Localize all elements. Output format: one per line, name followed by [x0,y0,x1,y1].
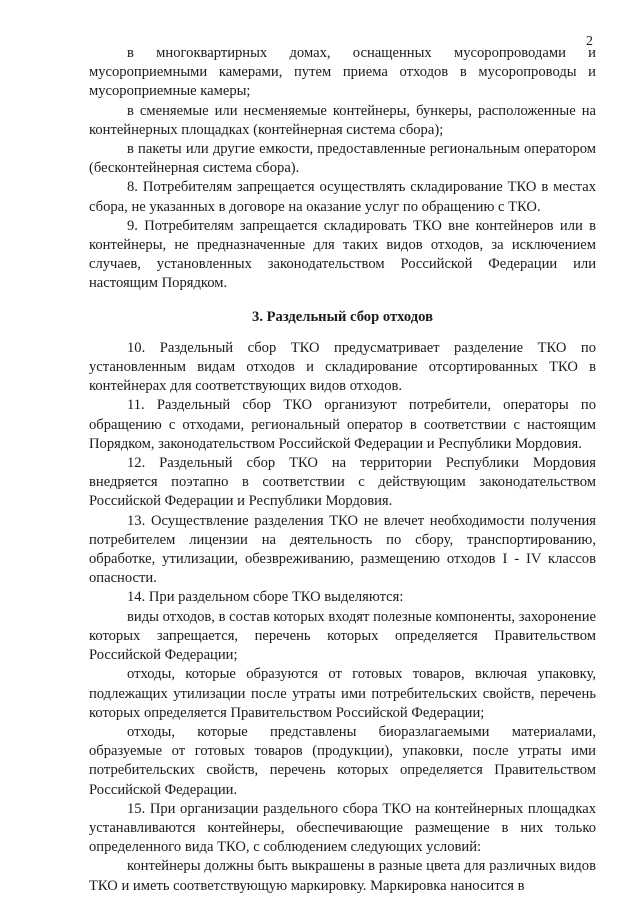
paragraph: в пакеты или другие емкости, предоставленные региональным оператором (бесконтейнерная система сбора). [89,141,596,177]
paragraph: виды отходов, в состав которых входят полезные компоненты, захоронение которых запрещается, перечень которых определяется Правительством Российской Федерации; [89,608,596,664]
paragraph: 11. Раздельный сбор ТКО организуют потребители, операторы по обращению с отходами, региональный оператор в соответствии с настоящим Порядком, законодательством Российской Федерации и Республики Мордовия. [89,397,596,452]
page-number: 2 [586,34,593,49]
paragraph: 9. Потребителям запрещается складировать ТКО вне контейнеров или в контейнеры, не предназначенные для таких видов отходов, за исключением случаев, установленных законодательством Российской Федерации или настоящим Порядком. [89,217,596,292]
paragraph: отходы, которые образуются от готовых товаров, включая упаковку, подлежащих утилизации после утраты ими потребительских свойств, перечень которых определяется Правительством Российской Федерации; [89,666,596,721]
paragraph: 13. Осуществление разделения ТКО не влечет необходимости получения потребителем лицензии на деятельность по сбору, транспортированию, обработке, утилизации, обезвреживанию, размещению отходов I - IV классов опасности. [89,512,596,587]
paragraph: отходы, которые представлены биоразлагаемыми материалами, образуемые от готовых товаров (продукции), упаковки, после утраты ими потребительских свойств, перечень которых определяется Правительством Российской Федерации. [89,723,596,798]
paragraph: 12. Раздельный сбор ТКО на территории Республики Мордовия внедряется поэтапно в соответствии с действующим законодательством Российской Федерации и Республики Мордовия. [89,455,596,510]
paragraph: в многоквартирных домах, оснащенных мусоропроводами и мусороприемными камерами, путем приема отходов в мусоропроводы и мусороприемные камеры; [89,45,596,100]
paragraph: в сменяемые или несменяемые контейнеры, бункеры, расположенные на контейнерных площадках (контейнерная система сбора); [89,102,596,138]
paragraph: 14. При раздельном сборе ТКО выделяются: [127,589,404,606]
paragraph: контейнеры должны быть выкрашены в разные цвета для различных видов ТКО и иметь соответствующую маркировку. Маркировка наносится в [89,858,596,894]
document-body [89,44,596,896]
paragraph: 8. Потребителям запрещается осуществлять складирование ТКО в местах сбора, не указанных в договоре на оказание услуг по обращению с ТКО. [89,179,596,215]
section-heading: 3. Раздельный сбор отходов [252,308,433,325]
paragraph: 15. При организации раздельного сбора ТКО на контейнерных площадках устанавливаются контейнеры, обеспечивающие размещение в них только определенного вида ТКО, с соблюдением следующих условий: [89,800,596,856]
paragraph: 10. Раздельный сбор ТКО предусматривает разделение ТКО по установленным видам отходов и складирование отсортированных ТКО в контейнерах для соответствующих видов отходов. [89,339,596,395]
